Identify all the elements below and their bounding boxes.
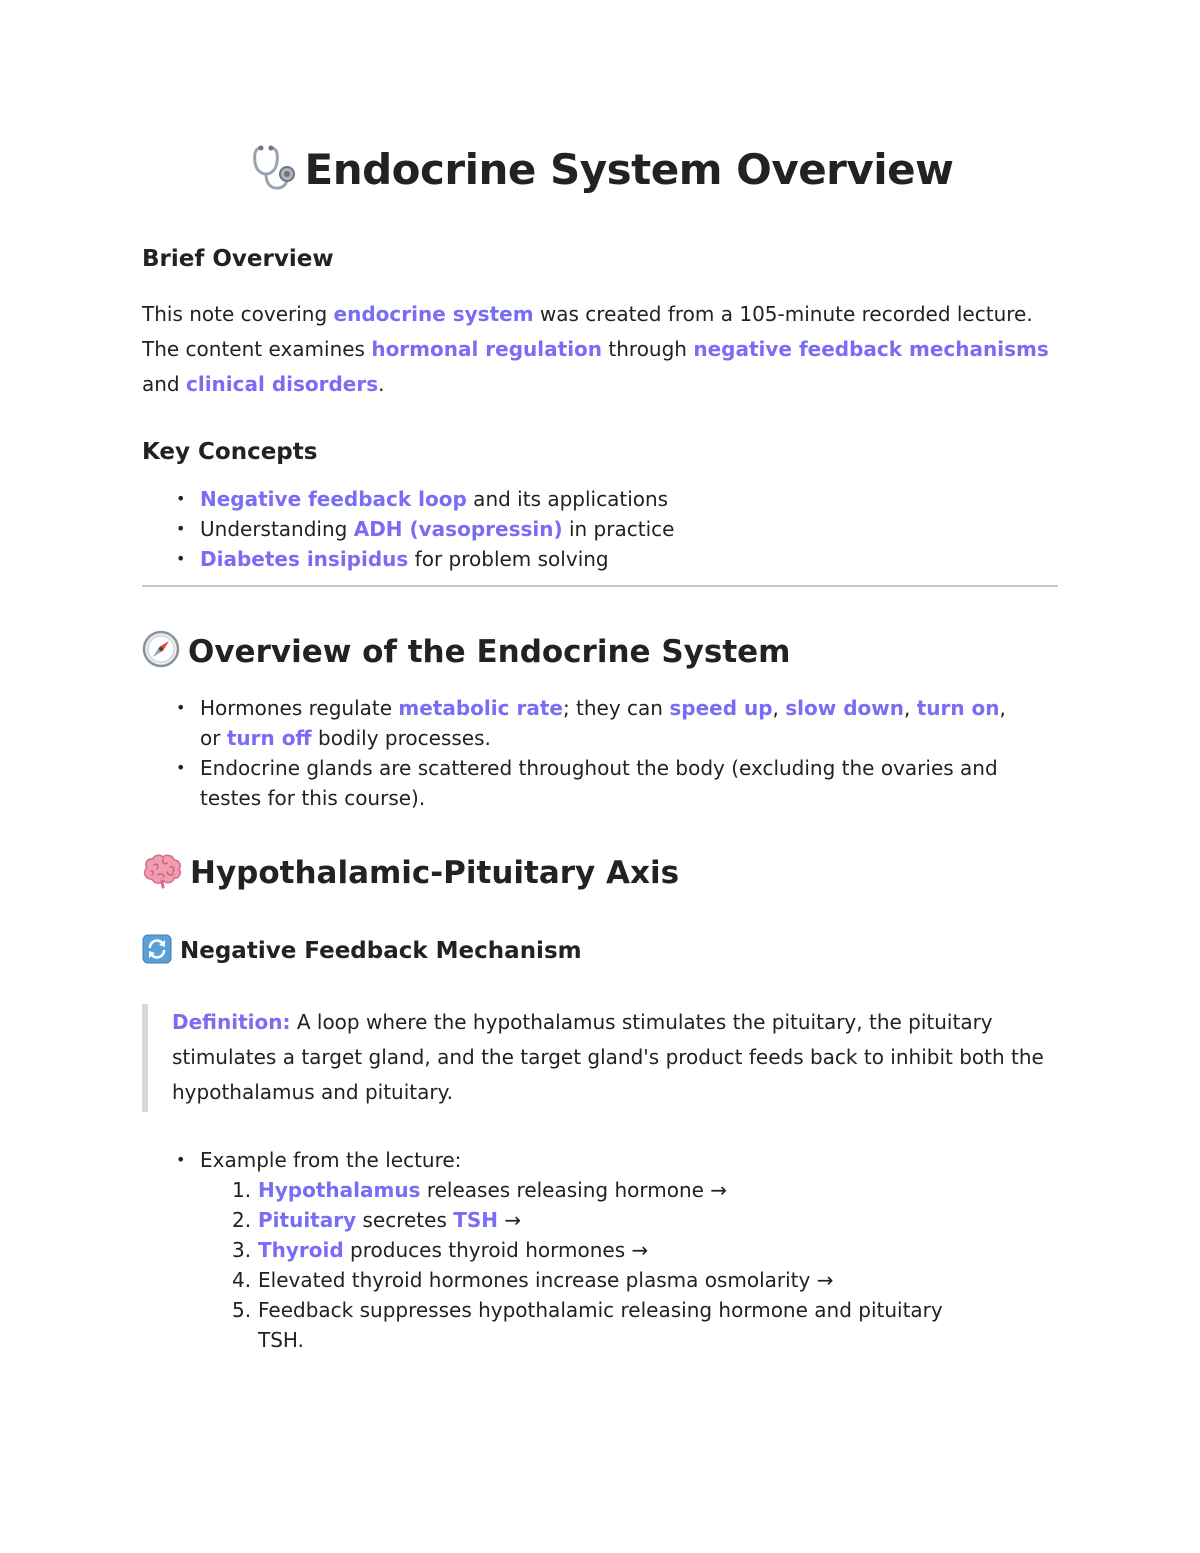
list-item: [142, 693, 1022, 753]
keyword-turn-off: turn off: [226, 726, 312, 750]
keyword-negative-feedback-loop: Negative feedback loop: [200, 487, 467, 511]
list-item-text: Hormones regulate: [200, 696, 399, 720]
step-text: produces thyroid hormones →: [343, 1238, 649, 1262]
brain-icon: [142, 853, 182, 889]
keyword-tsh: TSH: [453, 1208, 499, 1232]
brief-overview-heading: Brief Overview: [142, 246, 334, 272]
list-item-text: ,: [772, 696, 786, 720]
document-title: [0, 142, 1200, 194]
hpa-heading-text: Hypothalamic-Pituitary Axis: [190, 855, 680, 891]
overview-heading-text: Overview of the Endocrine System: [188, 634, 791, 670]
example-steps: [200, 1175, 1022, 1355]
list-item-text: Understanding: [200, 517, 354, 541]
keyword-slow-down: slow down: [785, 696, 904, 720]
document-title-text: Endocrine System Overview: [304, 145, 954, 194]
negative-feedback-subheading-text: Negative Feedback Mechanism: [180, 938, 582, 964]
list-item-text: and its applications: [466, 487, 669, 511]
list-item-text: ,: [903, 696, 917, 720]
definition-blockquote: [142, 1004, 1058, 1112]
keyword-adh-vasopressin: ADH (vasopressin): [353, 517, 563, 541]
list-item: [200, 1295, 958, 1355]
keyword-clinical-disorders: clinical disorders: [185, 372, 379, 396]
keyword-turn-on: turn on: [916, 696, 1000, 720]
keyword-thyroid: Thyroid: [258, 1238, 344, 1262]
list-item: • Endocrine glands are scattered throughout the body (excluding the ovaries and testes for this course).: [142, 753, 1022, 813]
keyword-endocrine-system: endocrine system: [333, 302, 534, 326]
keyword-hormonal-regulation: hormonal regulation: [371, 337, 603, 361]
list-item-text: bodily processes.: [311, 726, 491, 750]
example-list: [142, 1145, 1022, 1355]
list-item: [142, 514, 1022, 544]
step-number: 5.: [232, 1298, 252, 1322]
keyword-metabolic-rate: metabolic rate: [398, 696, 563, 720]
list-item: [142, 484, 1022, 514]
overview-list: [142, 693, 1022, 813]
hpa-section-heading: [142, 853, 679, 891]
brief-text-4: and: [142, 372, 186, 396]
cycle-arrows-icon: [142, 934, 172, 964]
step-text: secretes: [356, 1208, 454, 1232]
list-item-text: , or: [200, 696, 1006, 750]
keyword-speed-up: speed up: [669, 696, 773, 720]
step-text: Elevated thyroid hormones increase plasma osmolarity →: [258, 1268, 834, 1292]
step-number: 2.: [232, 1208, 252, 1232]
brief-overview-paragraph: [142, 297, 1062, 402]
list-item: [200, 1175, 1022, 1205]
list-item-text: in practice: [562, 517, 675, 541]
step-text: Feedback suppresses hypothalamic releasing hormone and pituitary TSH.: [258, 1298, 943, 1352]
definition-text: [172, 1005, 1058, 1110]
example-label: Example from the lecture:: [200, 1148, 462, 1172]
list-item-text: ; they can: [562, 696, 670, 720]
step-number: 3.: [232, 1238, 252, 1262]
overview-section-heading: [142, 630, 791, 670]
definition-body: A loop where the hypothalamus stimulates the pituitary, the pituitary stimulates a target gland, and the target gland's product feeds back to inhibit both the hypothalamus and pituitary.: [172, 1010, 1044, 1104]
keyword-hypothalamus: Hypothalamus: [258, 1178, 421, 1202]
list-item: [142, 544, 1022, 574]
brief-text-2: was created from a 105-minute recorded lecture. The content examines: [142, 302, 1033, 361]
keyword-diabetes-insipidus: Diabetes insipidus: [200, 547, 409, 571]
step-text: →: [498, 1208, 522, 1232]
keyword-pituitary: Pituitary: [258, 1208, 357, 1232]
list-item: [142, 1145, 1022, 1355]
brief-text-5: .: [378, 372, 385, 396]
list-item: [200, 1235, 1022, 1265]
definition-label: Definition:: [172, 1010, 291, 1034]
step-text: releases releasing hormone →: [420, 1178, 728, 1202]
key-concepts-heading: Key Concepts: [142, 439, 318, 465]
keyword-negative-feedback-mechanisms: negative feedback mechanisms: [693, 337, 1049, 361]
key-concepts-list: [142, 484, 1022, 574]
list-item: [200, 1265, 1022, 1295]
list-item: [200, 1205, 1022, 1235]
list-item-text: for problem solving: [408, 547, 609, 571]
negative-feedback-subheading: [142, 934, 582, 964]
brief-text-3: through: [602, 337, 694, 361]
step-number: 4.: [232, 1268, 252, 1292]
compass-icon: [142, 630, 180, 668]
step-number: 1.: [232, 1178, 252, 1202]
section-divider: [142, 585, 1058, 587]
stethoscope-icon: [247, 142, 299, 194]
brief-text-1: This note covering: [142, 302, 334, 326]
